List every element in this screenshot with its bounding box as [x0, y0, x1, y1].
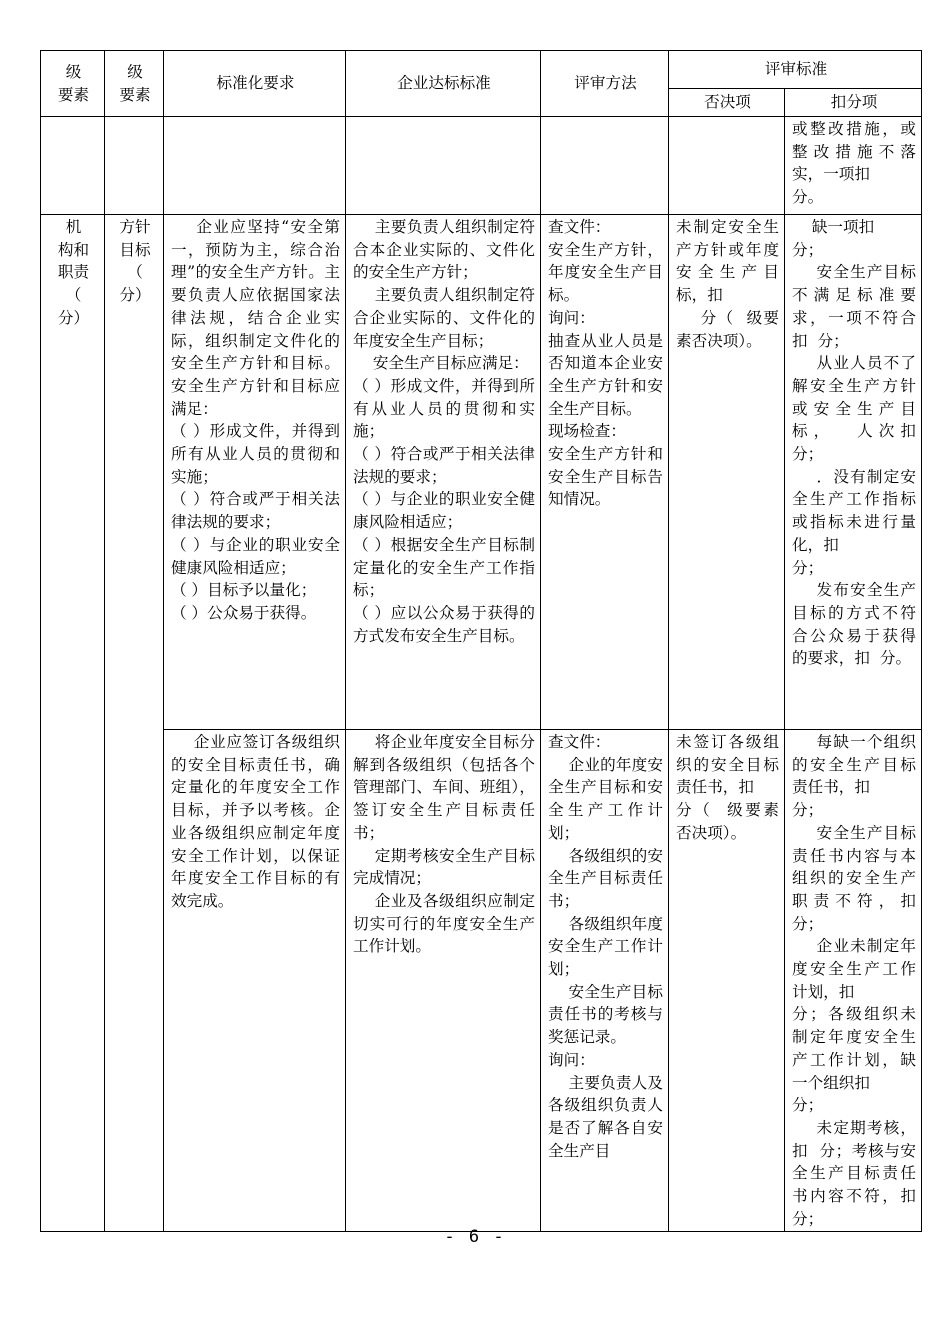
cell-requirement: 企业应坚持“安全第一，预防为主，综合治理”的安全生产方针。主要负责人应依据国家法律法规，结合企业实际，组织制定文件化的安全生产方针和目标。安全生产方针和目标应满足： （ ）形成文件，并得到所有从业人员的贯彻和实施； （ ）符合或严于相关法律法规的要求； （ ）与企业的职业安全健康风险相适应； （ ）目标予以量化； （ ）公众易于获得。: [164, 215, 346, 730]
cell-requirement: 企业应签订各级组织的安全目标责任书，确定量化的年度安全工作目标，并予以考核。企业各级组织应制定年度安全工作计划，以保证年度安全工作目标的有效完成。: [164, 730, 346, 1232]
cell-deduct: 缺一项扣 分； 安全生产目标不满足标准要求，一项不符合扣 分； 从业人员不了解安全生产方针或安全生产目标， 人次扣 分； ．没有制定安全生产工作指标或指标未进行量化，扣 分； 发布安全生产目标的方式不符合公众易于获得的要求，扣 分。: [785, 215, 922, 730]
cell-empty: [541, 117, 669, 215]
header-deduct: 扣分项: [785, 89, 922, 117]
table-row: [41, 117, 922, 215]
cell-empty: [346, 117, 541, 215]
cell-veto: 未签订各级组织的安全目标责任书，扣 分（ 级要素否决项）。: [669, 730, 785, 1232]
cell-standard: 将企业年度安全目标分解到各级组织（包括各个管理部门、车间、班组），签订安全生产目标责任书； 定期考核安全生产目标完成情况； 企业及各级组织应制定切实可行的年度安全生产工作计划。: [346, 730, 541, 1232]
cell-level2-element: 方针 目标 （ 分）: [105, 215, 164, 1232]
cell-method: 查文件： 企业的年度安全生产目标和安全生产工作计划； 各级组织的安全生产目标责任书； 各级组织年度安全生产工作计划； 安全生产目标责任书的考核与奖惩记录。 询问： 主要负责人及各级组织负责人是否了解各自安全生产目: [541, 730, 669, 1232]
cell-deduct: 每缺一个组织的安全生产目标责任书，扣 分； 安全生产目标责任书内容与本组织的安全生产职责不符，扣 分； 企业未制定年度安全生产工作计划，扣 分；各级组织未制定年度安全生产工作计划，缺一个组织扣 分； 未定期考核，扣 分；考核与安全生产目标责任书内容不符，扣 分；: [785, 730, 922, 1232]
cell-level1-element: 机 构和 职责 （ 分）: [41, 215, 105, 1232]
audit-standards-table: [40, 50, 922, 1232]
cell-veto: 未制定安全生产方针或年度安全生产目标，扣 分（ 级要素否决项）。: [669, 215, 785, 730]
cell-empty: [669, 117, 785, 215]
header-standard: 企业达标标准: [346, 51, 541, 117]
header-level1: 级 要素: [41, 51, 105, 117]
header-veto: 否决项: [669, 89, 785, 117]
cell-empty: [164, 117, 346, 215]
cell-empty: [41, 117, 105, 215]
header-method: 评审方法: [541, 51, 669, 117]
header-level2: 级 要素: [105, 51, 164, 117]
table-row: [41, 215, 922, 730]
page-number: - 6 -: [444, 1227, 506, 1247]
header-requirement: 标准化要求: [164, 51, 346, 117]
header-criteria: 评审标准: [669, 51, 922, 89]
cell-deduct-carryover: 或整改措施，或整改措施不落实，一项扣 分。: [785, 117, 922, 215]
cell-standard: 主要负责人组织制定符合本企业实际的、文件化的安全生产方针； 主要负责人组织制定符合企业实际的、文件化的年度安全生产目标； 安全生产目标应满足： （ ）形成文件，并得到所有从业人员的贯彻和实施； （ ）符合或严于相关法律法规的要求； （ ）与企业的职业安全健康风险相适应； （ ）根据安全生产目标制定量化的安全生产工作指标； （ ）应以公众易于获得的方式发布安全生产目标。: [346, 215, 541, 730]
cell-empty: [105, 117, 164, 215]
table-row: [41, 730, 922, 1232]
cell-method: 查文件： 安全生产方针，年度安全生产目标。 询问： 抽查从业人员是否知道本企业安全生产方针和安全生产目标。 现场检查： 安全生产方针和安全生产目标告知情况。: [541, 215, 669, 730]
